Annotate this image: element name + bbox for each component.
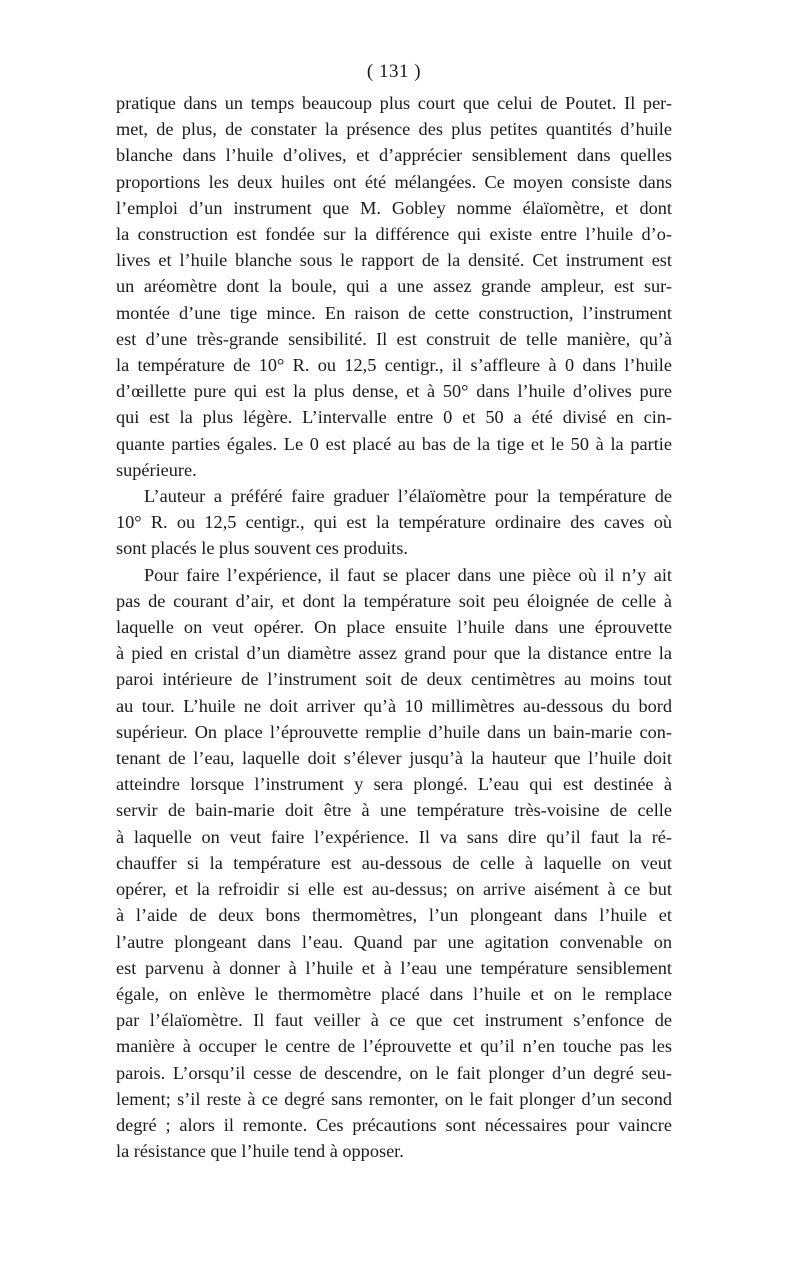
text-line: quante parties égales. Le 0 est placé au bas de la tige et le 50 à la partie [116, 433, 672, 454]
text-line: degré ; alors il remonte. Ces précautions sont nécessaires pour vaincre [116, 1114, 672, 1135]
text-line: lives et l’huile blanche sous le rapport de la densité. Cet instrument est [116, 250, 672, 271]
text-line: pas de courant d’air, et dont la température soit peu éloignée de celle à [116, 590, 672, 611]
paragraph [116, 562, 672, 1165]
text-line: est d’une très-grande sensibilité. Il est construit de telle manière, qu’à [116, 328, 672, 349]
text-line: paroi intérieure de l’instrument soit de deux centimètres au moins tout [116, 669, 672, 690]
text-line: 10° R. ou 12,5 centigr., qui est la température ordinaire des caves où [116, 512, 672, 533]
text-line: à pied en cristal d’un diamètre assez grand pour que la distance entre la [116, 643, 672, 664]
text-line: supérieure. [116, 459, 197, 480]
book-page [116, 58, 672, 1164]
text-line: Pour faire l’expérience, il faut se placer dans une pièce où il n’y ait [144, 564, 672, 585]
text-line: atteindre lorsque l’instrument y sera plongé. L’eau qui est destinée à [116, 774, 672, 795]
text-line: chauffer si la température est au-dessous de celle à laquelle on veut [116, 852, 672, 873]
paragraph [116, 483, 672, 562]
text-line: un aréomètre dont la boule, qui a une assez grande ampleur, est sur- [116, 276, 672, 297]
text-line: d’œillette pure qui est la plus dense, et à 50° dans l’huile d’olives pure [116, 381, 672, 402]
text-line: manière à occuper le centre de l’éprouvette et qu’il n’en touche pas les [116, 1036, 672, 1057]
text-line: montée d’une tige mince. En raison de cette construction, l’instrument [116, 302, 672, 323]
text-line: pratique dans un temps beaucoup plus court que celui de Poutet. Il per- [116, 93, 672, 113]
text-line: est parvenu à donner à l’huile et à l’eau une température sensiblement [116, 957, 672, 978]
text-line: égale, on enlève le thermomètre placé dans l’huile et on le remplace [116, 983, 672, 1004]
text-line: la construction est fondée sur la différence qui existe entre l’huile d’o- [116, 224, 672, 245]
text-line: sont placés le plus souvent ces produits. [116, 538, 408, 559]
text-line: tenant de l’eau, laquelle doit s’élever jusqu’à la hauteur que l’huile doit [116, 748, 672, 769]
text-line: L’auteur a préféré faire graduer l’élaïomètre pour la température de [144, 486, 672, 507]
page-number: ( 131 ) [366, 61, 422, 82]
paragraph [116, 90, 672, 483]
text-line: laquelle on veut opérer. On place ensuite l’huile dans une éprouvette [116, 617, 672, 638]
text-line: parois. L’orsqu’il cesse de descendre, on le fait plonger d’un degré seu- [116, 1062, 672, 1083]
text-line: proportions les deux huiles ont été mélangées. Ce moyen consiste dans [116, 171, 672, 192]
text-line: qui est la plus légère. L’intervalle entre 0 et 50 a été divisé en cin- [116, 407, 672, 428]
text-line: au tour. L’huile ne doit arriver qu’à 10 millimètres au-dessous du bord [116, 695, 672, 716]
text-line: à laquelle on veut faire l’expérience. Il va sans dire qu’il faut la ré- [116, 826, 672, 847]
text-line: l’autre plongeant dans l’eau. Quand par une agitation convenable on [116, 931, 672, 952]
text-line: supérieur. On place l’éprouvette remplie d’huile dans un bain-marie con- [116, 721, 672, 742]
text-body [116, 90, 672, 1164]
text-line: la température de 10° R. ou 12,5 centigr., il s’affleure à 0 dans l’huile [116, 355, 672, 376]
text-line: l’emploi d’un instrument que M. Gobley nomme élaïomètre, et dont [116, 197, 672, 218]
text-line: à l’aide de deux bons thermomètres, l’un plongeant dans l’huile et [116, 905, 672, 926]
text-line: blanche dans l’huile d’olives, et d’apprécier sensiblement dans quelles [116, 145, 672, 166]
text-line: lement; s’il reste à ce degré sans remonter, on le fait plonger d’un second [116, 1088, 672, 1109]
text-line: servir de bain-marie doit être à une température très-voisine de celle [116, 800, 672, 821]
text-line: la résistance que l’huile tend à opposer. [116, 1141, 404, 1162]
text-line: opérer, et la refroidir si elle est au-dessus; on arrive aisément à ce but [116, 879, 672, 900]
text-line: par l’élaïomètre. Il faut veiller à ce que cet instrument s’enfonce de [116, 1010, 672, 1031]
text-line: met, de plus, de constater la présence des plus petites quantités d’huile [116, 119, 672, 140]
